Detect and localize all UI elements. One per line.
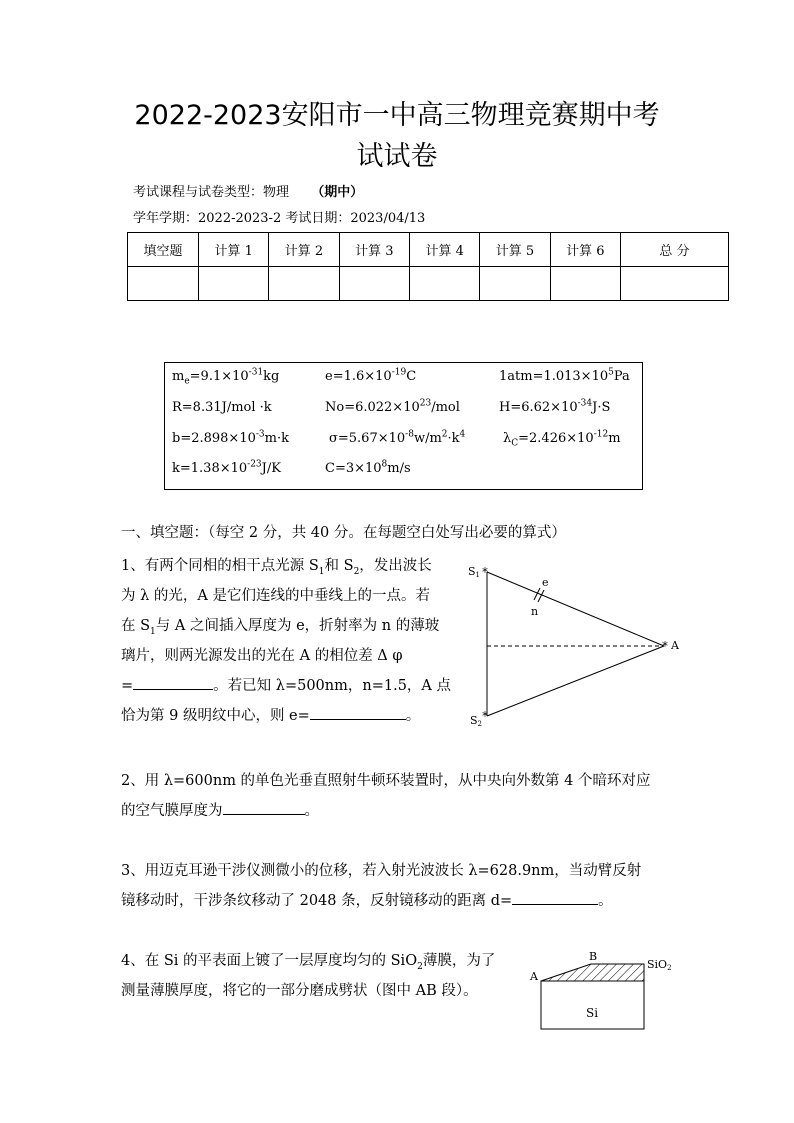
q1-line: 璃片，则两光源发出的光在 A 的相位差 Δ φ [121, 648, 403, 664]
answer-blank[interactable] [133, 675, 213, 690]
score-entry-cell[interactable] [199, 267, 269, 301]
question-1 [121, 551, 451, 731]
interference-figure [464, 558, 694, 730]
const-atm: $1atm=1.013\times 10^5Pa$ [499, 367, 630, 384]
score-table [127, 232, 729, 301]
const-light-speed: $C=3\times 10^8m/s$ [325, 459, 411, 476]
glass-plate [538, 590, 544, 602]
answer-blank[interactable] [223, 800, 305, 815]
score-header-cell: 总 分 [621, 233, 729, 267]
answer-blank[interactable] [310, 705, 406, 720]
q1-line: 为 λ 的光，A 是它们连线的中垂线上的一点。若 [121, 588, 430, 604]
const-planck: $H=6.62\times 10^{-34}J\cdot S$ [499, 398, 611, 415]
score-header-cell: 计算 6 [550, 233, 620, 267]
score-table-header-row [128, 233, 729, 267]
q1-line: = 。若已知 λ=500nm，n=1.5，A 点 [121, 671, 451, 701]
sio2-wedge-layer [541, 964, 644, 981]
label-sio2: SiO2 [647, 958, 672, 972]
const-gas-constant: R=8.31J/mol ·k [172, 400, 272, 415]
q4-line: 4、在 Si 的平表面上镀了一层厚度均匀的 SiO$_2$薄膜，为了 [121, 953, 496, 972]
source-marker: * [482, 565, 488, 579]
const-electron-mass: $m_e=9.1\times 10^{-31}kg$ [172, 367, 280, 387]
section-heading: 一、填空题：（每空 2 分，共 40 分。在每题空白处写出必要的算式） [121, 525, 566, 541]
score-header-cell: 计算 5 [480, 233, 550, 267]
score-entry-cell[interactable] [480, 267, 550, 301]
question-3 [121, 856, 641, 916]
const-stefan-boltzmann: $\sigma=5.67\times 10^{-8}w/m^2\cdot k^4$ [329, 429, 466, 446]
const-compton-wavelength: $\lambda_C=2.426\times 10^{-12}m$ [503, 429, 621, 449]
term-info: 学年学期：2022-2023-2 考试日期：2023/04/13 [133, 211, 426, 226]
question-2 [121, 766, 651, 826]
score-entry-cell[interactable] [621, 267, 729, 301]
course-type: （期中） [311, 185, 364, 200]
page-title-line2: 试试卷 [356, 141, 438, 172]
score-header-cell: 计算 2 [269, 233, 339, 267]
wedge-film-figure [526, 944, 686, 1036]
const-boltzmann: $k=1.38\times 10^{-23}J/K$ [172, 459, 281, 476]
score-entry-cell[interactable] [269, 267, 339, 301]
point-marker: * [662, 639, 668, 653]
path-s1-a [487, 572, 664, 646]
q4-line: 测量薄膜厚度，将它的一部分磨成劈状（图中 AB 段）。 [121, 983, 478, 999]
q2-line: 2、用 λ=600nm 的单色光垂直照射牛顿环装置时，从中央向外数第 4 个暗环对应 [121, 773, 651, 789]
si-substrate [541, 981, 644, 1029]
score-header-cell: 计算 4 [409, 233, 479, 267]
score-entry-cell[interactable] [550, 267, 620, 301]
label-b: B [589, 950, 598, 963]
course-label: 考试课程与试卷类型：物理 [133, 185, 290, 200]
score-entry-cell[interactable] [409, 267, 479, 301]
label-e: e [542, 576, 549, 589]
page-title: 2022-2023安阳市一中高三物理竞赛期中考 [134, 100, 660, 131]
source-marker: * [482, 709, 488, 723]
score-entry-cell[interactable] [339, 267, 409, 301]
question-4 [121, 946, 495, 1006]
const-electron-charge: $e=1.6\times 10^{-19}C$ [325, 367, 417, 384]
label-a: A [530, 970, 538, 983]
const-wien: $b=2.898\times 10^{-3}m\cdot k$ [172, 429, 289, 446]
label-a: A [671, 639, 679, 652]
course-info [133, 181, 363, 200]
label-si: Si [585, 1006, 599, 1020]
score-header-cell: 填空题 [128, 233, 199, 267]
const-avogadro: $No=6.022\times 10^{23}$/mol [325, 398, 460, 415]
q3-line: 镜移动时，干涉条纹移动了 2048 条，反射镜移动的距离 d= 。 [121, 886, 641, 916]
q1-line: 恰为第 9 级明纹中心，则 e= 。 [121, 701, 451, 731]
q1-line: 1、有两个同相的相干点光源 $S_1$和 $S_2$，发出波长 [121, 558, 432, 577]
answer-blank[interactable] [512, 890, 598, 905]
score-table-entry-row [128, 267, 729, 301]
label-s1: S1 [468, 565, 481, 579]
q3-line: 3、用迈克耳逊干涉仪测微小的位移，若入射光波波长 λ=628.9nm，当动臂反射 [121, 863, 642, 879]
path-s2-a [487, 646, 664, 716]
score-header-cell: 计算 3 [339, 233, 409, 267]
q2-line: 的空气膜厚度为 。 [121, 796, 651, 826]
q1-line: 在 $S_1$与 A 之间插入厚度为 e，折射率为 n 的薄玻 [121, 618, 440, 637]
label-s2: S2 [470, 714, 483, 728]
label-n: n [531, 605, 539, 618]
score-header-cell: 计算 1 [199, 233, 269, 267]
constants-box [164, 362, 643, 490]
score-entry-cell[interactable] [128, 267, 199, 301]
